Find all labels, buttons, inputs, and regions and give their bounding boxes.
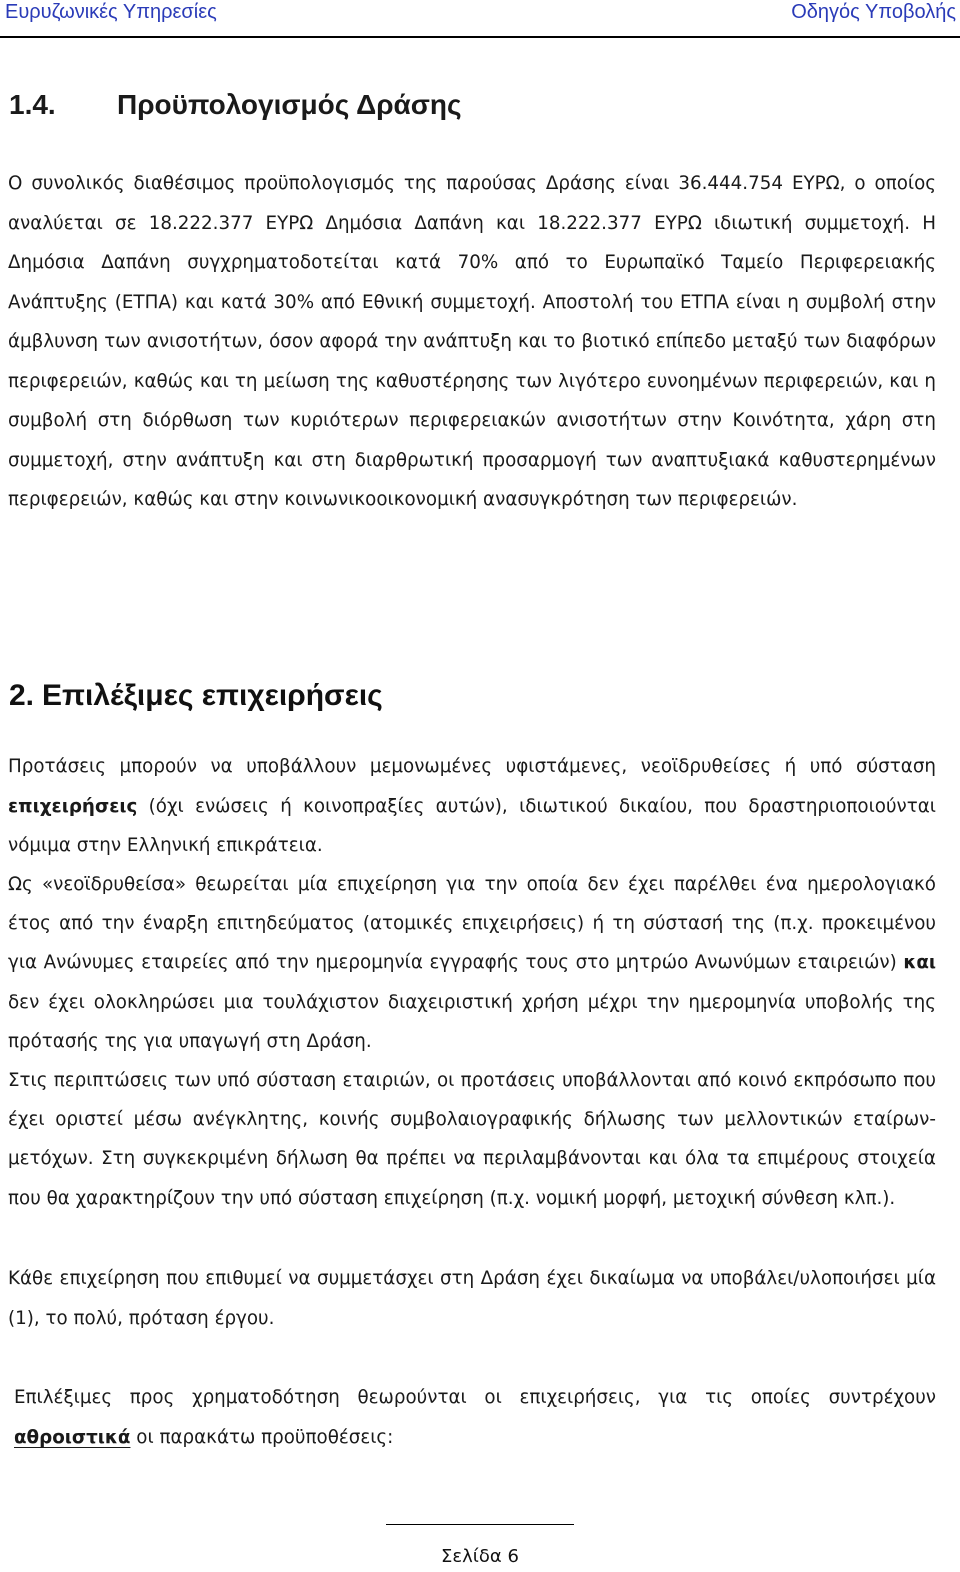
section-title: Προϋπολογισμός Δράσης xyxy=(117,89,462,120)
one-proposal-paragraph: Κάθε επιχείρηση που επιθυμεί να συμμετάσχει στη Δράση έχει δικαίωμα να υποβάλει/υλοποιήσει μία (1), το πολύ, πρόταση έργου. xyxy=(8,1268,936,1329)
section-heading-budget xyxy=(9,89,462,121)
new-business-paragraph xyxy=(8,865,936,1061)
paragraph-text: Προτάσεις μπορούν να υποβάλλουν μεμονωμένες υφιστάμενες, νεοϊδρυθείσες ή υπό σύσταση xyxy=(8,756,936,777)
paragraph-text: δεν έχει ολοκληρώσει μια τουλάχιστον διαχειριστική χρήση μέχρι την ημερομηνία υποβολής της πρότασής της για υπαγωγή στη Δράση. xyxy=(8,991,936,1052)
paragraph-text: οι παρακάτω προϋποθέσεις: xyxy=(130,1426,394,1448)
section-number: 2. xyxy=(9,679,35,712)
section-title: Επιλέξιμες επιχειρήσεις xyxy=(42,679,383,712)
paragraph-text: Επιλέξιμες προς χρηματοδότηση θεωρούνται οι επιχειρήσεις, για τις οποίες συντρέχουν xyxy=(14,1387,936,1408)
eligible-paragraph-1 xyxy=(8,747,936,866)
header-document-title: Ευρυζωνικές Υπηρεσίες xyxy=(5,1,217,23)
footer-divider xyxy=(386,1524,574,1525)
section-heading-eligible xyxy=(9,679,383,713)
eligibility-criteria-paragraph xyxy=(14,1378,936,1457)
budget-paragraph: Ο συνολικός διαθέσιμος προϋπολογισμός της παρούσας Δράσης είναι 36.444.754 ΕΥΡΩ, ο οποίος αναλύεται σε 18.222.377 ΕΥΡΩ Δημόσια Δαπάνη και 18.222.377 ΕΥΡΩ ιδιωτική συμμετοχή. Η Δημόσια Δαπάνη συγχρηματοδοτείται κατά 70% από το Ευρωπαϊκό Ταμείο Περιφερειακής Ανάπτυξης (ΕΤΠΑ) και κατά 30% από Εθνική συμμετοχή. Αποστολή του ΕΤΠΑ είναι η συμβολή στην άμβλυνση των ανισοτήτων, όσον αφορά την ανάπτυξη και το βιοτικό επίπεδο μεταξύ των διαφόρων περιφερειών, καθώς και τη μείωση της καθυστέρησης των λιγότερο ευνοημένων περιφερειών, και η συμβολή στη διόρθωση των κυριότερων περιφερειακών ανισοτήτων στην Κοινότητα, χάρη στη συμμετοχή, στην ανάπτυξη και στη διαρθρωτική προσαρμογή των αναπτυξιακά καθυστερημένων περιφερειών, καθώς και στην κοινωνικοοικονομική ανασυγκρότηση των περιφερειών. xyxy=(8,173,936,510)
bold-term-and: και xyxy=(903,952,936,974)
header-guide-title: Οδηγός Υποβολής xyxy=(791,1,956,23)
paragraph-text: (όχι ενώσεις ή κοινοπραξίες αυτών), ιδιωτικού δικαίου, που δραστηριοποιούνται νόμιμα στην Ελληνική επικράτεια. xyxy=(8,795,936,856)
section-number: 1.4. xyxy=(9,89,56,120)
page-number: Σελίδα 6 xyxy=(441,1546,519,1567)
page-header xyxy=(0,0,960,38)
bold-term-businesses: επιχειρήσεις xyxy=(8,795,138,817)
under-establishment-paragraph: Στις περιπτώσεις των υπό σύσταση εταιριών, οι προτάσεις υποβάλλονται από κοινό εκπρόσωπο που έχει οριστεί μέσω ανέγκλητης, κοινής συμβολαιογραφικής δήλωσης των μελλοντικών εταίρων-μετόχων. Στη συγκεκριμένη δήλωση θα πρέπει να περιλαμβάνονται και όλα τα επιμέρους στοιχεία που θα χαρακτηρίζουν την υπό σύσταση επιχείρηση (π.χ. νομική μορφή, μετοχική σύνθεση κλπ.). xyxy=(8,1070,936,1209)
paragraph-text: Ως «νεοϊδρυθείσα» θεωρείται μία επιχείρηση για την οποία δεν έχει παρέλθει ένα ημερολογιακό έτος από την έναρξη επιτηδεύματος (ατομικές επιχειρήσεις) ή τη σύστασή της (π.χ. προκειμένου για Ανώνυμες εταιρείες από την ημερομηνία εγγραφής τους στο μητρώο Ανωνύμων εταιρειών) xyxy=(8,874,936,974)
underlined-term-cumulatively: αθροιστικά xyxy=(14,1426,131,1448)
page-footer xyxy=(0,1524,960,1572)
